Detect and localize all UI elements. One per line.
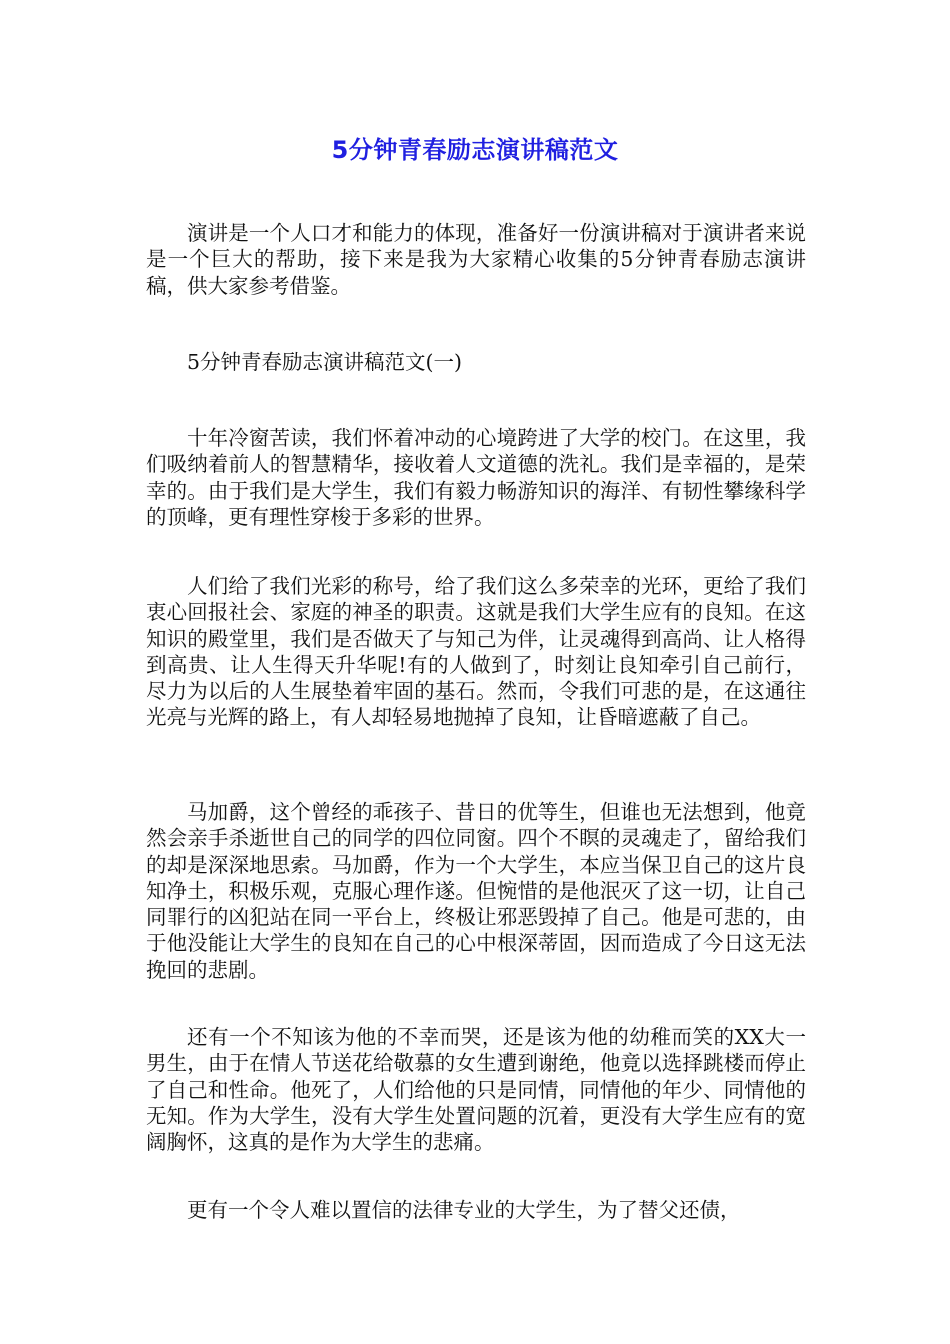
intro-paragraph: 演讲是一个人口才和能力的体现，准备好一份演讲稿对于演讲者来说是一个巨大的帮助，接下来是我为大家精心收集的5分钟青春励志演讲稿，供大家参考借鉴。 <box>146 221 806 298</box>
body-paragraph: 还有一个不知该为他的不幸而哭，还是该为他的幼稚而笑的XX大一男生，由于在情人节送花给敬慕的女生遭到谢绝，他竟以选择跳楼而停止了自己和性命。他死了，人们给他的只是同情，同情他的年少、同情他的无知。作为大学生，没有大学生处置问题的沉着，更没有大学生应有的宽阔胸怀，这真的是作为大学生的悲痛。 <box>146 1025 806 1155</box>
body-paragraph: 人们给了我们光彩的称号，给了我们这么多荣幸的光环，更给了我们衷心回报社会、家庭的神圣的职责。这就是我们大学生应有的良知。在这知识的殿堂里，我们是否做天了与知己为伴，让灵魂得到高尚、让人格得到高贵、让人生得天升华呢!有的人做到了，时刻让良知牵引自己前行，尽力为以后的人生展垫着牢固的基石。然而，令我们可悲的是，在这通往光亮与光辉的路上，有人却轻易地抛掉了良知，让昏暗遮蔽了自己。 <box>146 574 806 730</box>
body-paragraph: 更有一个令人难以置信的法律专业的大学生，为了替父还债， <box>187 1198 741 1222</box>
section-heading: 5分钟青春励志演讲稿范文(一) <box>187 350 463 374</box>
document-title: 5分钟青春励志演讲稿范文 <box>331 136 619 164</box>
body-paragraph: 十年冷窗苦读，我们怀着冲动的心境跨进了大学的校门。在这里，我们吸纳着前人的智慧精华，接收着人文道德的洗礼。我们是幸福的，是荣幸的。由于我们是大学生，我们有毅力畅游知识的海洋、有韧性攀缘科学的顶峰，更有理性穿梭于多彩的世界。 <box>146 426 806 529</box>
body-paragraph: 马加爵，这个曾经的乖孩子、昔日的优等生，但谁也无法想到，他竟然会亲手杀逝世自己的同学的四位同窗。四个不瞑的灵魂走了，留给我们的却是深深地思索。马加爵，作为一个大学生，本应当保卫自己的这片良知净土，积极乐观，克服心理作遂。但惋惜的是他泯灭了这一切，让自己同罪行的凶犯站在同一平台上，终极让邪恶毁掉了自己。他是可悲的，由于他没能让大学生的良知在自己的心中根深蒂固，因而造成了今日这无法挽回的悲剧。 <box>146 800 806 982</box>
